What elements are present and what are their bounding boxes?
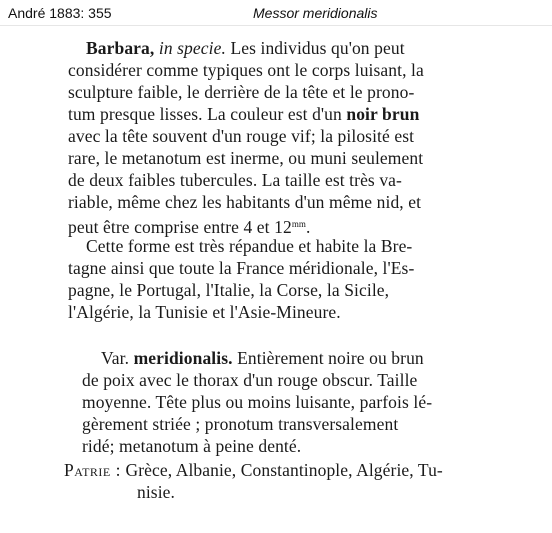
distribution-line-2: tagne ainsi que toute la France méridionale, l'Es- xyxy=(68,258,415,278)
variety-line-1-rest: Entièrement noire ou brun xyxy=(237,348,424,368)
barbara-line-8: riable, même chez les habitants d'un même nid, et xyxy=(68,192,422,212)
patrie-line-1 xyxy=(64,460,443,480)
patrie-label: Patrie : xyxy=(64,460,121,480)
size-range-text: peut être comprise entre 4 et 12 xyxy=(68,217,292,237)
millimetre-superscript: mm xyxy=(291,219,307,229)
variety-line-2: de poix avec le thorax d'un rouge obscur. Taille xyxy=(82,370,418,390)
barbara-line-1 xyxy=(86,38,405,58)
variety-name-bold: meridionalis. xyxy=(133,348,233,368)
distribution-line-4: l'Algérie, la Tunisie et l'Asie-Mineure. xyxy=(68,302,341,322)
variety-line-4: gèrement striée ; pronotum transversalement xyxy=(82,414,399,434)
barbara-line-6: rare, le metanotum est inerme, ou muni seulement xyxy=(68,148,424,168)
taxon-title: Messor meridionalis xyxy=(253,5,378,21)
noir-brun-bold: noir brun xyxy=(346,104,420,124)
citation-reference: André 1883: 355 xyxy=(8,5,112,21)
in-specie-italic: in specie. xyxy=(158,38,226,58)
barbara-line-9 xyxy=(68,214,311,237)
barbara-line-1-rest: Les individus qu'on peut xyxy=(230,38,405,58)
barbara-line-2: considérer comme typiques ont le corps luisant, la xyxy=(68,60,424,80)
distribution-line-3: pagne, le Portugal, l'Italie, la Corse, la Sicile, xyxy=(68,280,390,300)
variety-line-3: moyenne. Tête plus ou moins luisante, parfois lé- xyxy=(82,392,433,412)
patrie-locations: Grèce, Albanie, Constantinople, Algérie, Tu- xyxy=(125,460,443,480)
patrie-line-2: nisie. xyxy=(137,482,176,502)
variety-prefix: Var. xyxy=(101,348,130,368)
barbara-line-7: de deux faibles tubercules. La taille est très va- xyxy=(68,170,402,190)
size-range-period: . xyxy=(306,217,311,237)
barbara-line-3: sculpture faible, le derrière de la tête et le prono- xyxy=(68,82,415,102)
variety-line-1 xyxy=(101,348,424,368)
barbara-line-4-text: tum presque lisses. La couleur est d'un xyxy=(68,104,342,124)
barbara-line-4 xyxy=(68,104,419,124)
barbara-heading: Barbara, xyxy=(86,38,155,58)
barbara-line-5: avec la tête souvent d'un rouge vif; la pilosité est xyxy=(68,126,415,146)
distribution-line-1: Cette forme est très répandue et habite la Bre- xyxy=(86,236,413,256)
page-header xyxy=(0,0,552,26)
variety-line-5: ridé; metanotum à peine denté. xyxy=(82,436,302,456)
